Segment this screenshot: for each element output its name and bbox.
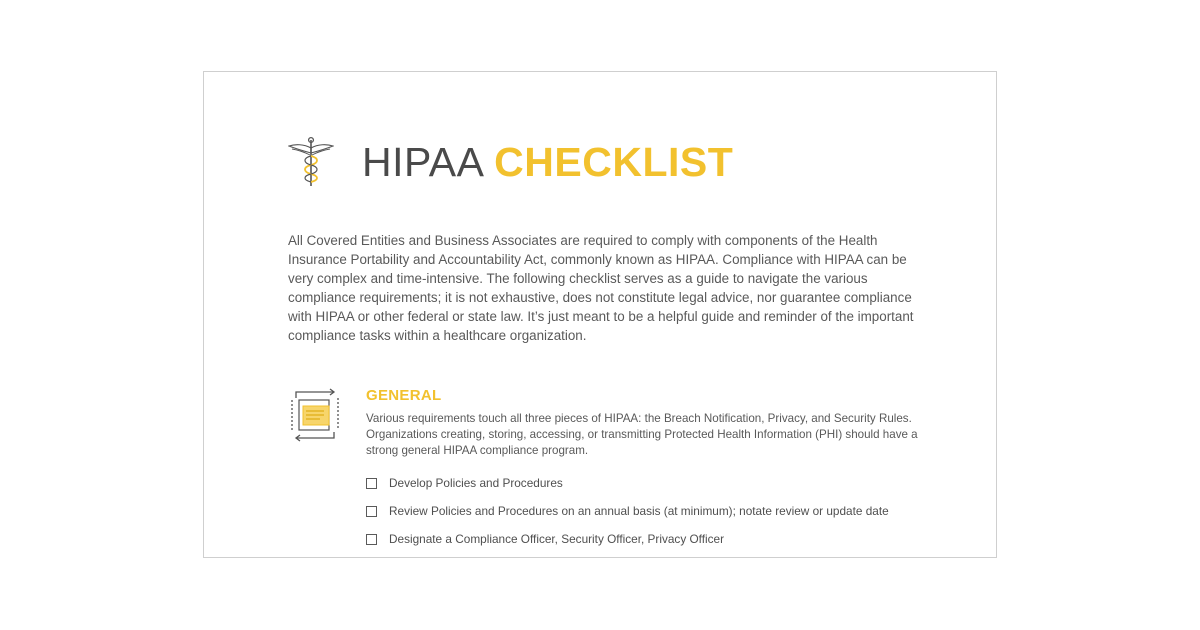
checkbox[interactable] (366, 478, 377, 489)
checklist-item (366, 497, 926, 525)
checklist (366, 469, 926, 558)
general-section (366, 386, 926, 558)
checklist-item-label: Designate a Compliance Officer, Security Officer, Privacy Officer (389, 532, 725, 546)
checklist-item (366, 525, 926, 553)
document-title (362, 136, 733, 188)
checklist-item (366, 469, 926, 497)
checkbox[interactable] (366, 506, 377, 517)
title-checklist: CHECKLIST (494, 139, 734, 185)
title-hipaa: HIPAA (362, 139, 483, 185)
section-description: Various requirements touch all three pieces of HIPAA: the Breach Notification, Privacy, and Security Rules. Organizations creating, storing, accessing, or transmitting Protected Health Information (PHI) should have a strong general HIPAA compliance program. (366, 412, 918, 457)
checkbox[interactable] (366, 534, 377, 545)
checklist-document (203, 71, 997, 558)
document-header (288, 136, 733, 188)
intro-paragraph: All Covered Entities and Business Associates are required to comply with components of the Health Insurance Portability and Accountability Act, commonly known as HIPAA. Compliance with HIPAA can be very complex and time-intensive. The following checklist serves as a guide to navigate the various compliance requirements; it is not exhaustive, does not constitute legal advice, nor guarantee compliance with HIPAA or other federal or state law. It’s just meant to be a helpful guide and reminder of the important compliance tasks within a healthcare organization. (288, 233, 914, 344)
checklist-item-label: Develop Policies and Procedures (389, 476, 563, 490)
section-heading: GENERAL (366, 387, 442, 404)
checklist-item-cutoff (366, 553, 926, 558)
caduceus-icon (288, 136, 334, 188)
checklist-item-label: Review Policies and Procedures on an annual basis (at minimum); notate review or update date (389, 504, 889, 518)
document-refresh-icon (288, 388, 342, 442)
